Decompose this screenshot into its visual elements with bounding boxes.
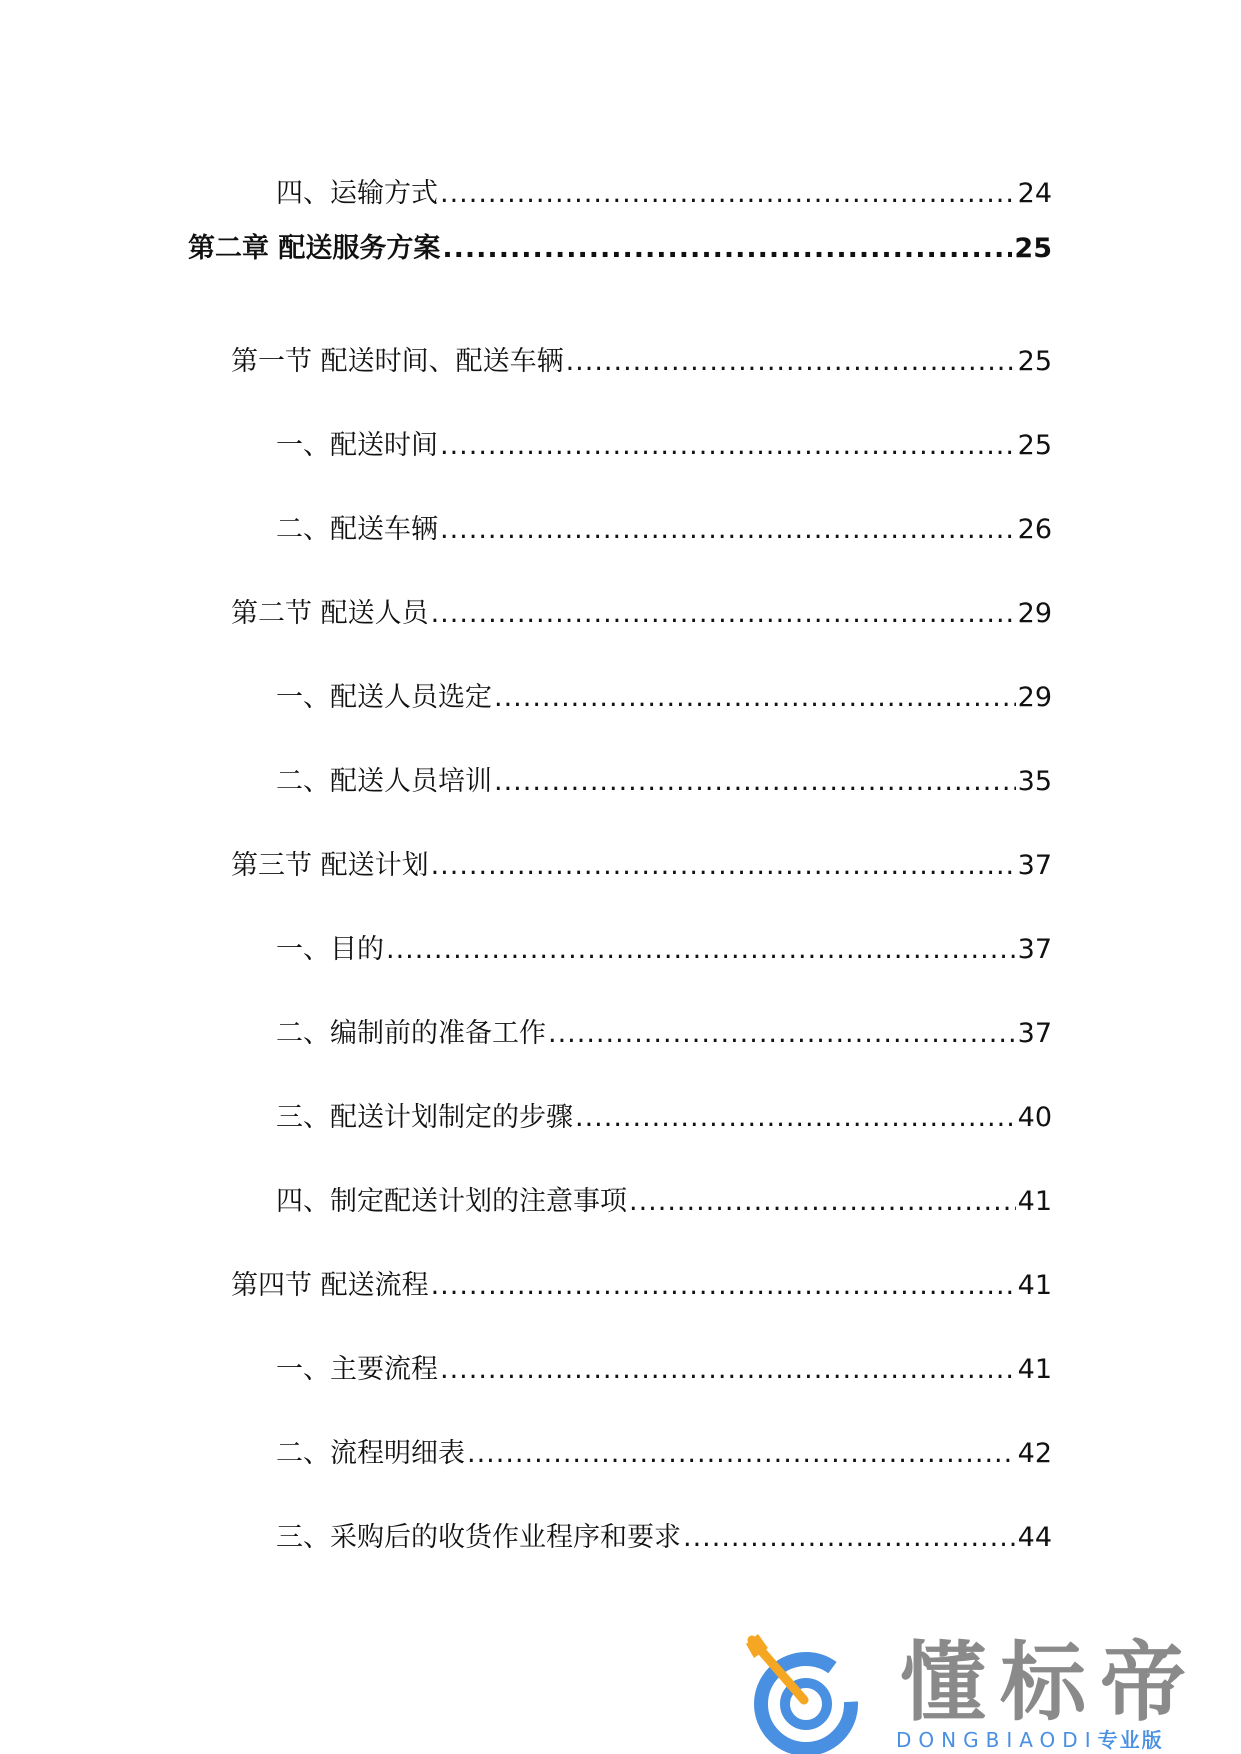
toc-entry-title: 二、流程明细表 (276, 1438, 465, 1469)
toc-entry-title: 第一节 配送时间、配送车辆 (231, 346, 564, 377)
watermark-brand-sub (896, 1728, 1164, 1752)
toc-entry-section[interactable] (231, 594, 1052, 634)
toc-page-number: 41 (1017, 1354, 1052, 1385)
toc-page-number: 25 (1017, 430, 1052, 461)
toc-entry-title: 一、目的 (276, 934, 384, 965)
toc-entry[interactable] (276, 1518, 1052, 1558)
toc-entry[interactable] (276, 1182, 1052, 1222)
watermark-edition: 专业版 (1097, 1728, 1164, 1752)
toc-entry-chapter[interactable] (188, 229, 1052, 269)
toc-page-number: 29 (1017, 598, 1052, 629)
toc-entry[interactable] (276, 1014, 1052, 1054)
toc-entry-title: 第三节 配送计划 (231, 850, 429, 881)
watermark-logo (744, 1634, 1214, 1754)
watermark-latin: DONGBIAODI (896, 1728, 1098, 1752)
toc-entry-title: 第四节 配送流程 (231, 1270, 429, 1301)
toc-dot-leader (442, 229, 1012, 269)
toc-dot-leader (494, 678, 1016, 718)
toc-entry[interactable] (276, 1350, 1052, 1390)
toc-page-number: 40 (1017, 1102, 1052, 1133)
toc-entry-section[interactable] (231, 846, 1052, 886)
toc-entry-title: 第二节 配送人员 (231, 598, 429, 629)
toc-page-number: 25 (1014, 233, 1052, 264)
toc-entry-section[interactable] (231, 342, 1052, 382)
toc-dot-leader (575, 1098, 1016, 1138)
toc-page-number: 37 (1017, 850, 1052, 881)
toc-page-number: 41 (1017, 1270, 1052, 1301)
toc-page-number: 44 (1017, 1522, 1052, 1553)
toc-page-number: 29 (1017, 682, 1052, 713)
toc-dot-leader (431, 1266, 1016, 1306)
target-logo-icon (744, 1634, 884, 1754)
toc-entry[interactable] (276, 1434, 1052, 1474)
toc-dot-leader (629, 1182, 1016, 1222)
toc-entry-title: 二、编制前的准备工作 (276, 1018, 546, 1049)
toc-entry-section[interactable] (231, 1266, 1052, 1306)
toc-page-number: 42 (1017, 1438, 1052, 1469)
toc-page-number: 37 (1017, 934, 1052, 965)
toc-entry[interactable] (276, 510, 1052, 550)
toc-entry-title: 四、运输方式 (276, 178, 438, 209)
toc-dot-leader (683, 1518, 1016, 1558)
toc-entry-title: 二、配送车辆 (276, 514, 438, 545)
toc-dot-leader (548, 1014, 1016, 1054)
toc-page-number: 35 (1017, 766, 1052, 797)
toc-page-number: 24 (1017, 178, 1052, 209)
toc-dot-leader (431, 846, 1016, 886)
toc-dot-leader (440, 426, 1016, 466)
toc-dot-leader (566, 342, 1016, 382)
toc-dot-leader (467, 1434, 1016, 1474)
toc-dot-leader (431, 594, 1016, 634)
toc-page-number: 26 (1017, 514, 1052, 545)
toc-entry[interactable] (276, 930, 1052, 970)
toc-page-number: 37 (1017, 1018, 1052, 1049)
toc-entry-title: 三、配送计划制定的步骤 (276, 1102, 573, 1133)
toc-entry-title: 三、采购后的收货作业程序和要求 (276, 1522, 681, 1553)
toc-entry-title: 一、配送时间 (276, 430, 438, 461)
toc-dot-leader (386, 930, 1016, 970)
toc-entry[interactable] (276, 678, 1052, 718)
toc-entry-title: 一、配送人员选定 (276, 682, 492, 713)
toc-entry[interactable] (276, 426, 1052, 466)
toc-entry-title: 一、主要流程 (276, 1354, 438, 1385)
toc-entry-title: 二、配送人员培训 (276, 766, 492, 797)
toc-dot-leader (494, 762, 1016, 802)
toc-entry[interactable] (276, 174, 1052, 214)
toc-dot-leader (440, 1350, 1016, 1390)
watermark-brand-name: 懂标帝 (900, 1633, 1200, 1733)
toc-entry-title: 第二章 配送服务方案 (188, 233, 441, 264)
toc-page-number: 25 (1017, 346, 1052, 377)
toc-entry[interactable] (276, 762, 1052, 802)
toc-dot-leader (440, 174, 1016, 214)
toc-entry-title: 四、制定配送计划的注意事项 (276, 1186, 627, 1217)
toc-page-number: 41 (1017, 1186, 1052, 1217)
toc-entry[interactable] (276, 1098, 1052, 1138)
toc-dot-leader (440, 510, 1016, 550)
